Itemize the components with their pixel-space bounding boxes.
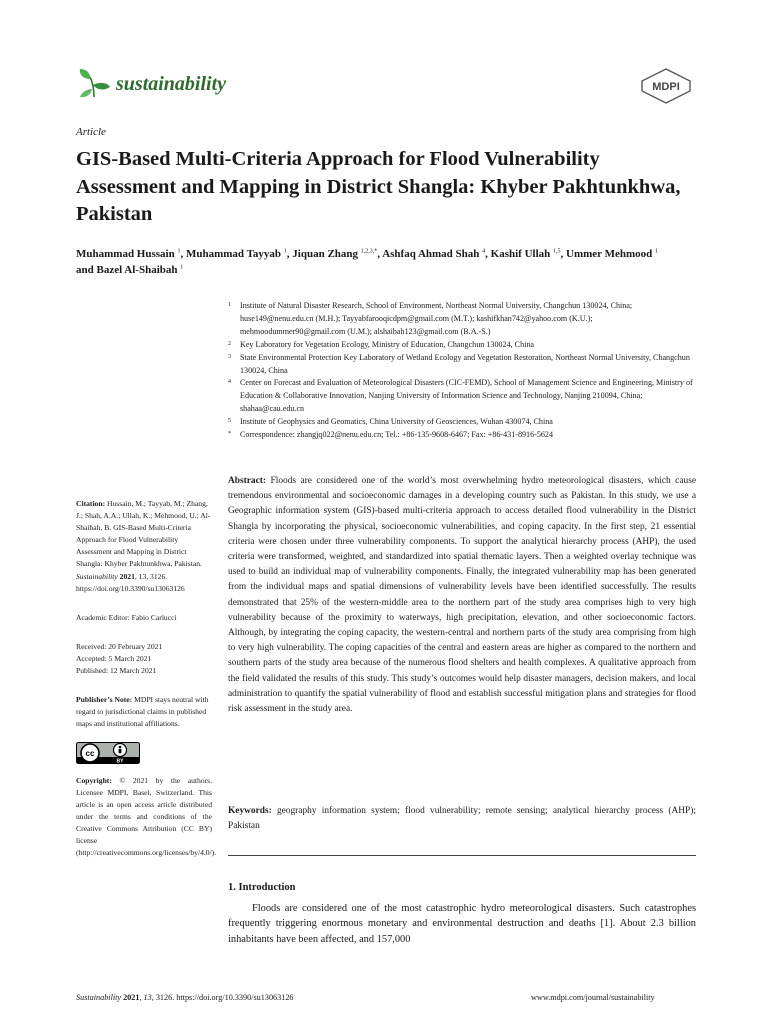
journal-logo (76, 66, 276, 102)
affiliation-number: 5 (228, 418, 231, 425)
received-date: Received: 20 February 2021 (76, 641, 163, 651)
affiliation-item (228, 352, 698, 378)
affiliation-item (228, 416, 698, 429)
mdpi-logo-text: MDPI (652, 81, 680, 93)
footer-volume: 13 (143, 993, 152, 1002)
publisher-note-label: Publisher’s Note: (76, 695, 133, 705)
citation-doi: , 13, 3126. https://doi.org/10.3390/su13063126 (76, 571, 185, 593)
introduction-heading: 1. Introduction (228, 882, 296, 893)
author-name: Ummer Mehmood (566, 248, 653, 260)
author-affiliation-marker: 1 (180, 264, 184, 271)
affiliation-text: Center on Forecast and Evaluation of Meteorological Disasters (CIC-FEMD), School of Management Science and Engineering, Ministry of Education & Collaborative Innovation, Nanjing University of Information Science and Technology, Nanjing 210094, China; shahaa@cau.edu.cn (240, 378, 693, 414)
copyright (76, 775, 217, 860)
journal-name: sustainability (116, 72, 227, 95)
affiliation-text: Key Laboratory for Vegetation Ecology, Ministry of Education, Changchun 130024, China (240, 339, 535, 349)
author-affiliation-marker: 1 (177, 248, 181, 255)
affiliation-text: State Environmental Protection Key Laboratory of Wetland Ecology and Vegetation Restoration, Northeast Normal University, Changchun 130024, China (240, 352, 690, 375)
author-affiliation-marker: 4 (482, 248, 486, 255)
abstract-label: Abstract: (228, 476, 267, 486)
paper-title: GIS-Based Multi-Criteria Approach for Flood Vulnerability Assessment and Mapping in District Shangla: Khyber Pakhtunkhwa, Pakistan (76, 148, 681, 225)
keywords-text: geography information system; flood vulnerability; remote sensing; analytical hierarchy process (AHP); Pakistan (228, 806, 696, 832)
cc-by-badge (76, 742, 140, 764)
affiliation-text: Institute of Geophysics and Geomatics, China University of Geosciences, Wuhan 430074, China (240, 417, 553, 427)
author-name: Jiquan Zhang (292, 248, 359, 260)
affiliation-item (228, 377, 698, 416)
dates (76, 641, 212, 677)
affiliation-number: 1 (228, 302, 231, 308)
abstract-text: Floods are considered one of the world’s most overwhelming hydro meteorological disasters, which cause tremendous environmental and socioeconomic damages in a developing country such as Pakistan. In this study, we use a Geographic information system (GIS)-based multi-criteria approach to access detailed flood vulnerability in the District Shangla by incorporating the physical, socioeconomic vulnerabilities, and coping capacity. In the first step, 21 essential criteria were chosen under three vulnerability components. To support the analytical hierarchy process (AHP), the used criteria were transformed, weighted, and standardized into spatial thematic layers. Then a weighted overlay technique was used to build an individual map of vulnerability components. Finally, the integrated vulnerability map has been generated from the individual maps and spatial dimensions of vulnerability levels have been identified successfully. The results demonstrated that 25% of the western-middle area to the northern part of the study area comprises high to very high vulnerability because of the proximity to waterways, high precipitation, elevation, and other socioeconomic factors. Although, by integrating the coping capacity, the western-central and northern parts of the study area comprising from high to very high vulnerability. The coping capacities of the central and eastern areas are higher as compared to the northern and southern parts of the study area because of the numerous flood shelters and health complexes. A qualitative approach from the field validated the results of this study. This study’s outcomes would help disaster managers, decision makers, and local administration to quantify the spatial vulnerability of flood and establish successful mitigation plans and strategies for flood risk assessment in the study area. (228, 476, 697, 715)
citation-year: 2021 (119, 571, 135, 581)
author-name: Kashif Ullah (490, 248, 551, 260)
svg-text:cc: cc (85, 749, 95, 759)
accepted-date: Accepted: 5 March 2021 (76, 653, 152, 663)
affiliations (228, 300, 698, 442)
cc-by-label: BY (116, 758, 124, 765)
footer-doi: , 3126. https://doi.org/10.3390/su13063126 (151, 993, 294, 1002)
published-date: Published: 12 March 2021 (76, 666, 157, 676)
leaf-icon (76, 67, 112, 101)
author-affiliation-marker: 1,5 (553, 248, 561, 255)
citation-label: Citation: (76, 499, 106, 508)
author-list: Muhammad Hussain $^1$, Muhammad Tayyab $^1$, Jiquan Zhang $^{1,2,3,*}$, Ashfaq Ahmad Shah $^4$, Kashif Ullah $^{1,5}$, Ummer Mehmood $^1$ and Bazel Al-Shaibah $^1$ (76, 248, 659, 276)
citation (76, 498, 212, 595)
author-and: and (76, 264, 94, 276)
affiliation-number: 2 (228, 340, 231, 347)
sidebar (76, 498, 217, 859)
keywords-label: Keywords: (228, 806, 272, 816)
footer-journal-url[interactable]: www.mdpi.com/journal/sustainability (531, 993, 655, 1002)
author-affiliation-marker: 1 (655, 248, 659, 255)
footer-year: 2021 (123, 993, 140, 1002)
affiliation-text: Institute of Natural Disaster Research, School of Environment, Northeast Normal University, Changchun 130024, China; huse149@nenu.edu.cn (M.H.); Tayyabfarooqicdpm@gmail.com (M.T.); kashifkhan742@yahoo.com (K.U.); mehmoodummer90@gmail.com (U.M.); alshaibah123@gmail.com (B.A.-S.) (240, 301, 633, 336)
author-affiliation-marker: 1,2,3,* (360, 248, 378, 255)
academic-editor: Academic Editor: Fabio Carlucci (76, 612, 177, 622)
citation-text: Hussain, M.; Tayyab, M.; Zhang, J.; Shah, A.A.; Ullah, K.; Mehmood, U.; Al-Shaibah, B. GIS-Based Multi-Criteria Approach for Flood Vulnerability Assessment and Mapping in District Shangla: Khyber Pakhtunkhwa, Pakistan. (76, 499, 211, 569)
section-divider (228, 855, 696, 856)
article-type: Article (76, 126, 106, 138)
affiliation-item (228, 429, 698, 442)
author-name: Ashfaq Ahmad Shah (382, 248, 480, 260)
copyright-label: Copyright: (76, 775, 112, 785)
footer-citation: Sustainability 2021, 13, 3126. https://doi.org/10.3390/su13063126 (76, 993, 294, 1002)
author-name: Muhammad Hussain (76, 248, 175, 260)
affiliation-number: 4 (228, 379, 231, 386)
keywords (228, 804, 696, 834)
citation-journal: Sustainability (76, 571, 118, 581)
affiliation-number: * (228, 431, 231, 438)
affiliation-item (228, 339, 698, 352)
mdpi-logo (640, 68, 692, 104)
author-name: Muhammad Tayyab (185, 248, 282, 260)
author-affiliation-marker: 1 (283, 248, 287, 255)
author-name: Bazel Al-Shaibah (96, 264, 178, 276)
affiliation-item (228, 300, 698, 339)
copyright-text: © 2021 by the authors. Licensee MDPI, Basel, Switzerland. This article is an open access article distributed under the terms and conditions of the Creative Commons Attribution (CC BY) license (http://creativecommons.org/licenses/by/4.0/). (76, 775, 217, 858)
abstract (228, 474, 696, 717)
footer-journal: Sustainability (76, 993, 122, 1002)
publisher-note (76, 694, 212, 730)
publisher-note-text: MDPI stays neutral with regard to jurisdictional claims in published maps and institutional affiliations. (76, 695, 209, 729)
affiliation-number: 3 (228, 353, 231, 360)
introduction-text: Floods are considered one of the most catastrophic hydro meteorological disasters. Such catastrophes frequently triggering enormous monetary and environmental destruction and deaths [1]. About 2.3 billion inhabitants have been affected, and 157,000 (228, 903, 696, 945)
affiliation-text: Correspondence: zhangjq022@nenu.edu.cn; Tel.: +86-135-9608-6467; Fax: +86-431-8916-5624 (240, 430, 554, 440)
